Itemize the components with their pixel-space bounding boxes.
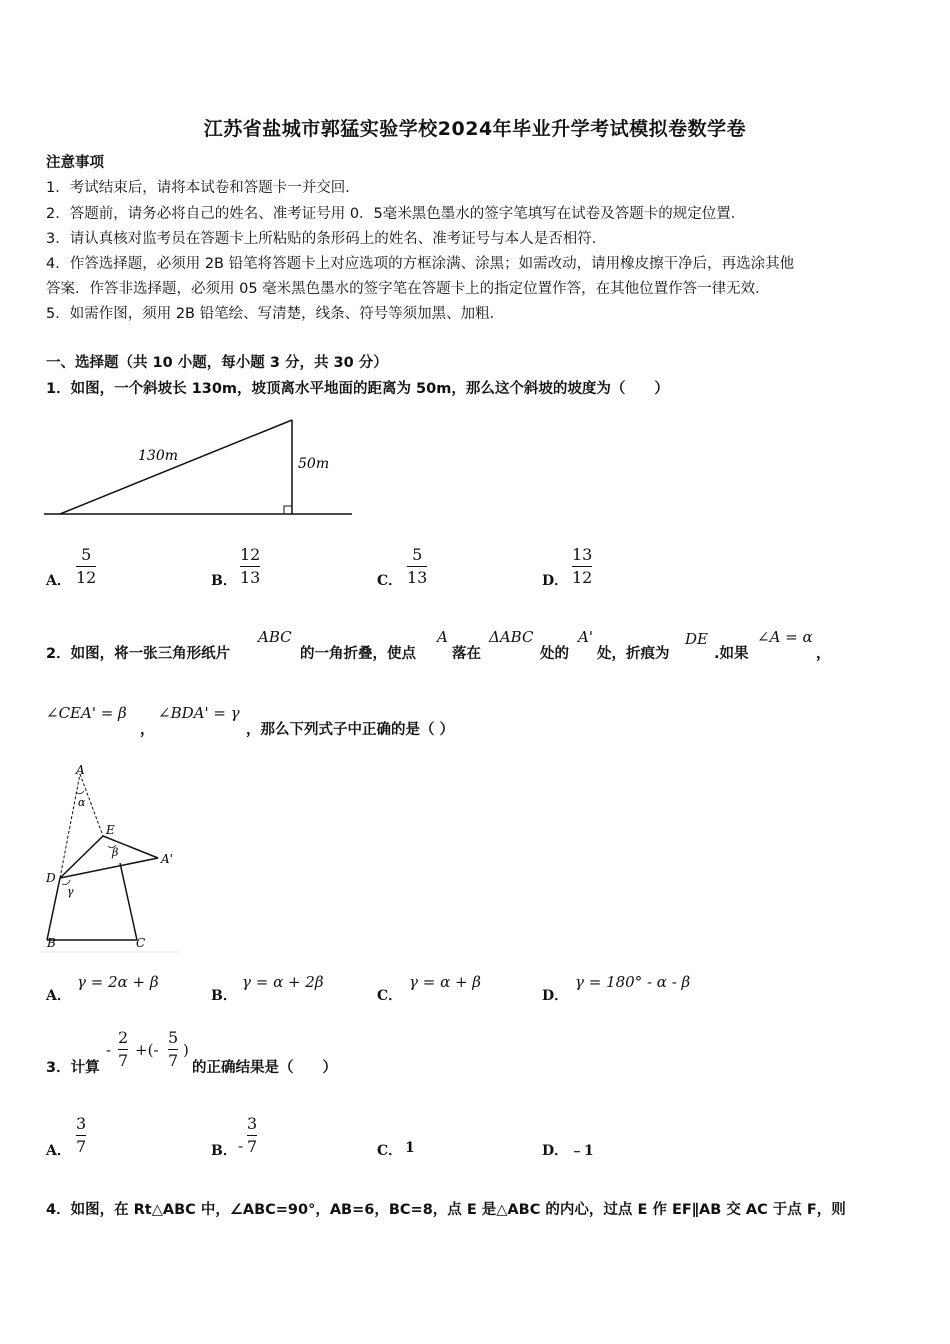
fraction-bar — [407, 566, 427, 567]
q2-text-8: ， — [140, 722, 155, 738]
fraction-bar — [240, 566, 260, 567]
denominator: 7 — [247, 1137, 258, 1156]
denominator: 7 — [118, 1051, 129, 1070]
q2-math-abc: ABC — [258, 628, 292, 646]
q2-text-4: 处的 — [540, 646, 569, 662]
numerator: 13 — [572, 545, 593, 564]
notice-line: 答案．作答非选择题，必须用 05 毫米黑色墨水的签字笔在答题卡上的指定位置作答，在其他位置作答一律无效． — [46, 281, 770, 297]
q2-text-5: 处，折痕为 — [597, 646, 670, 662]
option-b-label[interactable]: B． — [211, 988, 237, 1004]
q3-close-paren: ) — [183, 1041, 189, 1059]
notice-line: 4．作答选择题，必须用 2B 铅笔将答题卡上对应选项的方框涂满、涂黑；如需改动，请用橡皮擦干净后，再选涂其他 — [46, 256, 795, 272]
numerator: 3 — [247, 1114, 258, 1133]
denominator: 12 — [76, 568, 97, 587]
q2-text-3: 落在 — [452, 646, 481, 662]
q2-math-de: DE — [685, 630, 708, 648]
numerator: 3 — [76, 1114, 87, 1133]
fold-triangle-figure — [40, 760, 190, 955]
denominator: 12 — [572, 568, 593, 587]
notice-line: 3．请认真核对监考员在答题卡上所粘贴的条形码上的姓名、准考证号与本人是否相符． — [46, 231, 607, 247]
numerator: 5 — [81, 545, 92, 564]
notice-line: 5．如需作图，须用 2B 铅笔绘、写清楚，线条、符号等须加黑、加粗． — [46, 306, 505, 322]
q3-fraction-1 — [118, 1028, 128, 1071]
numerator: 5 — [168, 1028, 179, 1047]
option-c-label[interactable]: C． — [377, 573, 403, 589]
q2-math-angle-cea: ∠CEA' = β — [46, 704, 127, 722]
height-label: 50m — [298, 456, 330, 472]
option-d-fraction[interactable] — [572, 545, 592, 588]
fraction-bar — [76, 566, 96, 567]
option-d-expression[interactable]: γ = 180° - α - β — [575, 973, 691, 991]
option-b-label[interactable]: B． — [211, 1143, 237, 1159]
notice-heading: 注意事项 — [46, 155, 104, 171]
alpha-label: α — [78, 796, 86, 809]
option-b-expression[interactable]: γ = α + 2β — [242, 973, 324, 991]
fraction-bar — [168, 1049, 178, 1050]
option-b-minus: - — [238, 1137, 244, 1155]
q2-math-angle-bda: ∠BDA' = γ — [158, 704, 240, 722]
fraction-bar — [76, 1135, 86, 1136]
page-title: 江苏省盐城市郭猛实验学校2024年毕业升学考试模拟卷数学卷 — [203, 118, 747, 140]
q2-text-2: 的一角折叠，使点 — [300, 646, 416, 662]
notice-line: 1．考试结束后，请将本试卷和答题卡一并交回． — [46, 180, 360, 196]
beta-label: β — [112, 846, 119, 859]
point-a-label: A — [76, 763, 85, 777]
option-a-fraction[interactable] — [76, 1114, 86, 1157]
q3-suffix: 的正确结果是（ ） — [192, 1060, 337, 1076]
q2-math-triangle: ΔABC — [489, 628, 534, 646]
q2-text-9: ，那么下列式子中正确的是（ ） — [246, 722, 455, 738]
point-b-label: B — [47, 936, 56, 950]
option-b-label[interactable]: B． — [211, 573, 237, 589]
slope-length-label: 130m — [138, 448, 178, 464]
denominator: 13 — [240, 568, 261, 587]
option-b-fraction[interactable] — [247, 1114, 257, 1157]
numerator: 2 — [118, 1028, 129, 1047]
q2-text-6: .如果 — [714, 646, 749, 662]
option-d-label[interactable]: D． — [542, 573, 569, 589]
question-4-text: 4．如图，在 Rt△ABC 中，∠ABC=90°，AB=6，BC=8，点 E 是△ABC 的内心，过点 E 作 EF∥AB 交 AC 于点 F，则 — [46, 1202, 846, 1218]
option-c-value[interactable]: 1 — [405, 1140, 415, 1156]
section-heading: 一、选择题（共 10 小题，每小题 3 分，共 30 分） — [46, 355, 388, 371]
option-a-fraction[interactable] — [76, 545, 96, 588]
fraction-bar — [572, 566, 592, 567]
slope-line — [60, 420, 292, 514]
option-a-expression[interactable]: γ = 2α + β — [77, 973, 159, 991]
point-c-label: C — [136, 936, 146, 950]
denominator: 7 — [168, 1051, 179, 1070]
q2-text-7: ， — [816, 646, 831, 662]
option-d-label[interactable]: D． — [542, 988, 569, 1004]
option-c-fraction[interactable] — [407, 545, 427, 588]
slope-figure — [40, 410, 360, 525]
fraction-bar — [247, 1135, 257, 1136]
point-e-label: E — [106, 823, 115, 837]
q3-fraction-2 — [168, 1028, 178, 1071]
fraction-bar — [118, 1049, 128, 1050]
numerator: 5 — [412, 545, 423, 564]
q3-plus-open: +(- — [135, 1041, 159, 1059]
option-c-label[interactable]: C． — [377, 988, 403, 1004]
option-a-label[interactable]: A． — [46, 573, 71, 589]
option-d-value[interactable]: ﹣1 — [570, 1143, 594, 1159]
gamma-label: γ — [67, 885, 74, 898]
right-angle-mark — [284, 506, 292, 514]
point-aprime-label: A' — [161, 852, 173, 866]
option-d-label[interactable]: D． — [542, 1143, 569, 1159]
option-b-fraction[interactable] — [240, 545, 260, 588]
denominator: 7 — [76, 1137, 87, 1156]
option-c-label[interactable]: C． — [377, 1143, 403, 1159]
q3-minus: - — [106, 1041, 112, 1059]
q2-math-angle-a: ∠A = α — [757, 628, 813, 646]
option-a-label[interactable]: A． — [46, 988, 71, 1004]
notice-line: 2．答题前，请务必将自己的姓名、准考证号用 0．5毫米黑色墨水的签字笔填写在试卷及答题卡的规定位置． — [46, 206, 746, 222]
numerator: 12 — [240, 545, 261, 564]
q2-text-1: 2．如图，将一张三角形纸片 — [46, 646, 231, 662]
point-d-label: D — [46, 871, 56, 885]
option-a-label[interactable]: A． — [46, 1143, 71, 1159]
option-c-expression[interactable]: γ = α + β — [409, 973, 481, 991]
q2-math-aprime: A' — [578, 628, 593, 646]
question-1-text: 1．如图，一个斜坡长 130m，坡顶离水平地面的距离为 50m，那么这个斜坡的坡度为（ ） — [46, 381, 669, 397]
q3-prefix: 3．计算 — [46, 1060, 100, 1076]
q2-math-a: A — [437, 628, 448, 646]
denominator: 13 — [407, 568, 428, 587]
